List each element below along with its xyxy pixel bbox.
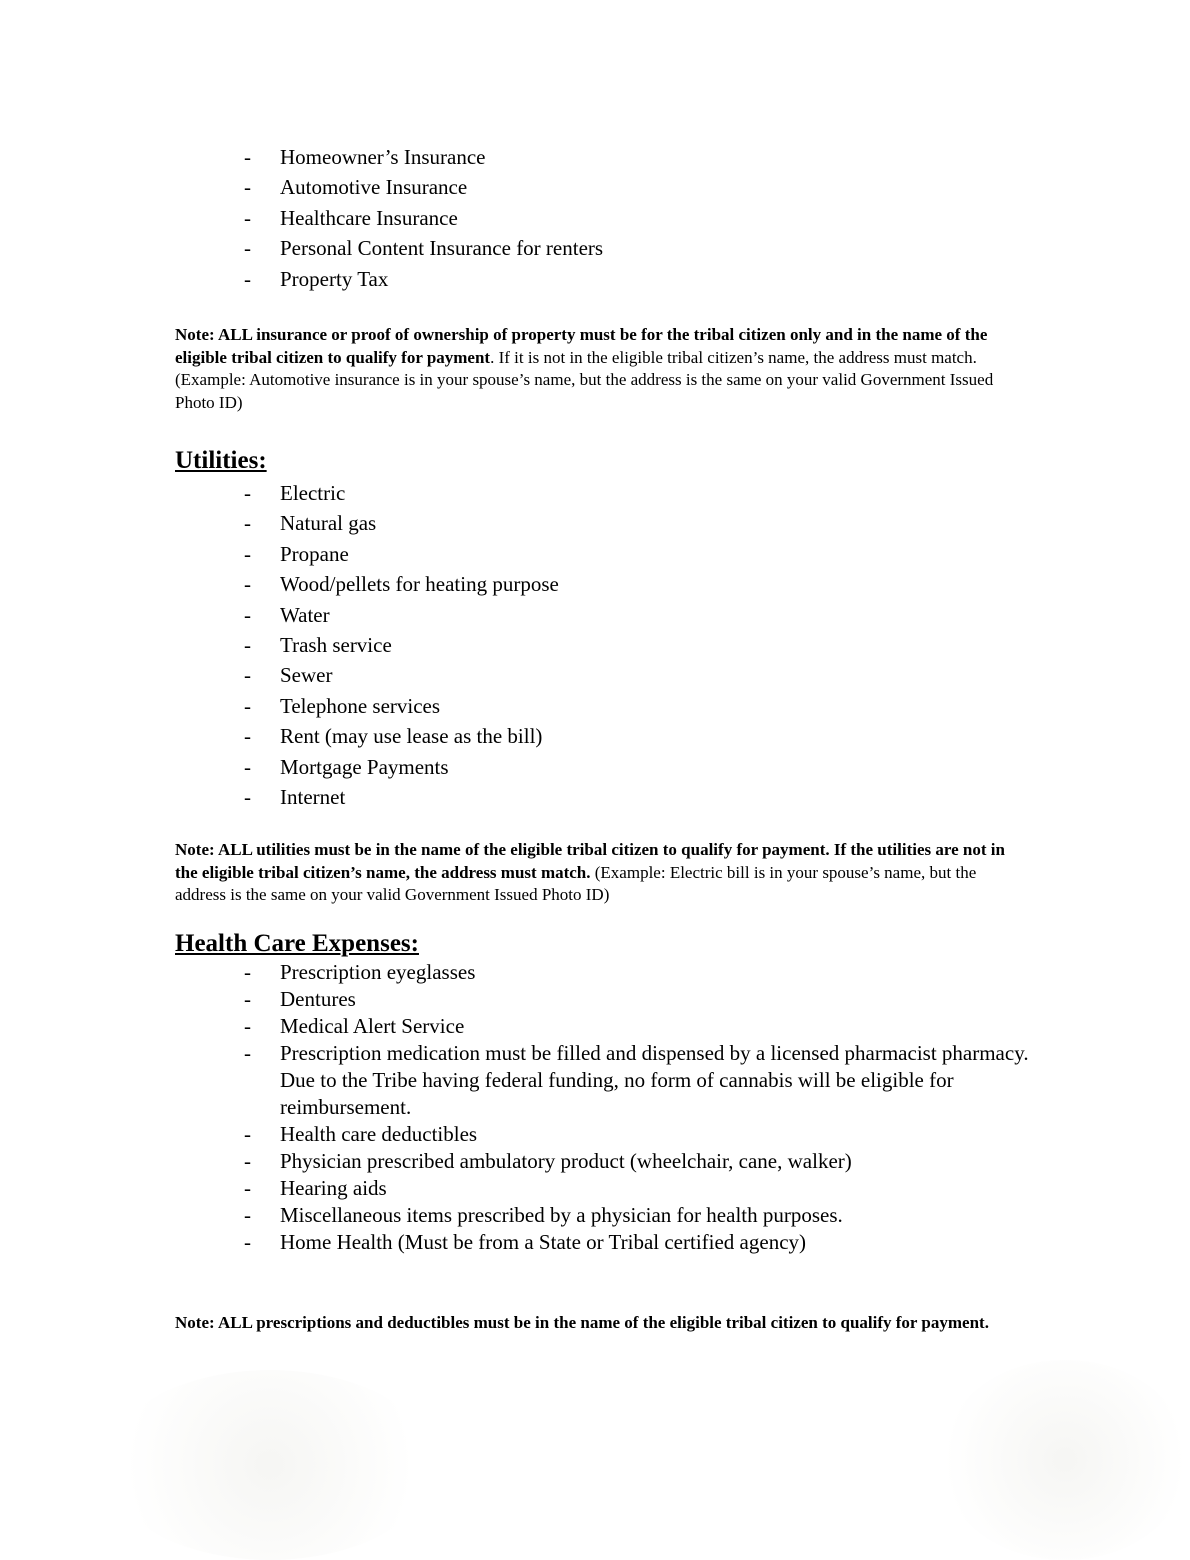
list-item: - Electric <box>244 478 559 508</box>
list-item: - Automotive Insurance <box>244 172 603 202</box>
health-heading: Health Care Expenses: <box>175 930 419 957</box>
list-item: - Dentures <box>244 986 1034 1013</box>
utilities-heading: Utilities: <box>175 447 267 474</box>
list-item: - Miscellaneous items prescribed by a physician for health purposes. <box>244 1202 1034 1229</box>
list-item: - Healthcare Insurance <box>244 203 603 233</box>
insurance-note-bold: Note: ALL insurance or proof of ownership of property must be for the tribal citizen only and in the name of the eligible tribal citizen to qualify for payment <box>175 325 988 367</box>
list-item: - Sewer <box>244 660 559 690</box>
list-item: - Internet <box>244 782 559 812</box>
insurance-note-text: . If it is not in the eligible tribal citizen’s name, the address must match. (Example: Automotive insurance is in your spouse’s name, but the address is the same on your valid Government Issued Photo ID) <box>175 347 994 412</box>
list-item: - Hearing aids <box>244 1175 1034 1202</box>
list-item: - Prescription medication must be filled and dispensed by a licensed pharmacist pharmacy. Due to the Tribe having federal funding, no form of cannabis will be eligible for reimbursement. <box>244 1040 1034 1121</box>
list-item: - Telephone services <box>244 691 559 721</box>
insurance-note <box>175 324 1015 414</box>
utilities-note-text: (Example: Electric bill is in your spouse’s name, but the address is the same on your valid Government Issued Photo ID) <box>175 862 977 904</box>
list-item: - Personal Content Insurance for renters <box>244 233 603 263</box>
list-item: - Medical Alert Service <box>244 1013 1034 1040</box>
list-item: - Natural gas <box>244 508 559 538</box>
utilities-note <box>175 839 1015 907</box>
health-list <box>244 959 1034 1256</box>
list-item: - Home Health (Must be from a State or Tribal certified agency) <box>244 1229 1034 1256</box>
insurance-list <box>244 142 603 294</box>
list-item: - Mortgage Payments <box>244 752 559 782</box>
list-item: - Propane <box>244 539 559 569</box>
list-item: - Physician prescribed ambulatory product (wheelchair, cane, walker) <box>244 1148 1034 1175</box>
watermark-left <box>105 1370 435 1560</box>
list-item: - Wood/pellets for heating purpose <box>244 569 559 599</box>
utilities-list <box>244 478 559 812</box>
list-item: - Water <box>244 600 559 630</box>
health-note-bold: Note: ALL prescriptions and deductibles must be in the name of the eligible tribal citizen to qualify for payment. <box>175 1313 989 1332</box>
list-item: - Property Tax <box>244 264 603 294</box>
watermark-right <box>940 1360 1190 1560</box>
list-item: - Trash service <box>244 630 559 660</box>
list-item: - Prescription eyeglasses <box>244 959 1034 986</box>
list-item: - Homeowner’s Insurance <box>244 142 603 172</box>
utilities-note-bold: Note: ALL utilities must be in the name of the eligible tribal citizen to qualify for payment. If the utilities are not in the eligible tribal citizen’s name, the address must match. <box>175 840 1005 882</box>
health-note <box>175 1312 1015 1335</box>
list-item: - Health care deductibles <box>244 1121 1034 1148</box>
list-item: - Rent (may use lease as the bill) <box>244 721 559 751</box>
